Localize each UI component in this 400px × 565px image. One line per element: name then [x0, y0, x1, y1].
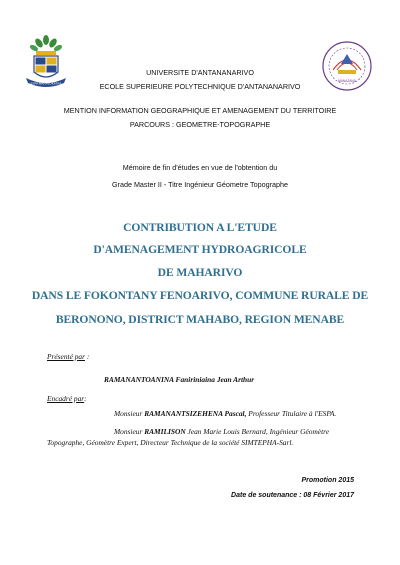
- author-name: RAMANANTOANINA Faniriniaina Jean Arthur: [104, 375, 255, 384]
- supervised-by: [47, 394, 87, 403]
- supervisor-1: [114, 409, 336, 418]
- supervised-label: Encadré par: [47, 394, 85, 403]
- supervisor-1-name: RAMANANTSIZEHENA Pascal,: [144, 409, 247, 418]
- presented-suffix: :: [84, 352, 90, 361]
- memoire-line-2: Grade Master II - Titre Ingénieur Géometre Topographe: [111, 180, 289, 189]
- memoire-line-1: Mémoire de fin d'études en vue de l'obtention du: [122, 163, 278, 172]
- supervisor-2-name: RAMILISON: [144, 427, 186, 436]
- supervisor-2-prefix: Monsieur: [114, 427, 145, 436]
- parcours: PARCOURS : GEOMETRE-TOPOGRAPHE: [129, 120, 271, 129]
- university-name: UNIVERSITE D'ANTANANARIVO: [146, 68, 254, 77]
- supervisor-2-rest: Jean Marie Louis Bernard,: [185, 427, 268, 436]
- supervisor-2-line-2: Topographe, Géomètre Expert, Directeur Technique de la société SIMTEPHA-Sarl.: [47, 438, 294, 447]
- mention: MENTION INFORMATION GEOGRAPHIQUE ET AMENAGEMENT DU TERRITOIRE: [63, 106, 337, 115]
- title-line-4: DANS LE FOKONTANY FENOARIVO, COMMUNE RURALE DE: [31, 289, 369, 302]
- supervisor-1-prefix: Monsieur: [114, 409, 145, 418]
- presented-by: [47, 352, 89, 361]
- presented-label: Présenté par: [47, 352, 85, 361]
- school-name: ECOLE SUPERIEURE POLYTECHNIQUE D'ANTANANARIVO: [99, 82, 301, 91]
- department-logo-caption: MANAZANA: [338, 79, 356, 83]
- title-line-1: CONTRIBUTION A L'ETUDE: [123, 221, 277, 234]
- supervised-suffix: :: [84, 394, 87, 403]
- title-line-3: DE MAHARIVO: [157, 266, 243, 279]
- leaf-icon: [29, 35, 63, 52]
- defense-date: Date de soutenance : 08 Février 2017: [231, 492, 354, 499]
- promotion: Promotion 2015: [301, 477, 354, 484]
- espa-logo-caption: ESPA MAHAVOKATRA: [30, 81, 62, 86]
- supervisor-2-role: Ingénieur Géomètre: [267, 427, 330, 436]
- title-line-2: D'AMENAGEMENT HYDROAGRICOLE: [93, 243, 307, 256]
- supervisor-1-role: Professeur Titulaire à l'ESPA.: [246, 409, 337, 418]
- title-line-5: BERONONO, DISTRICT MAHABO, REGION MENABE: [55, 313, 345, 326]
- supervisor-2: [114, 427, 329, 436]
